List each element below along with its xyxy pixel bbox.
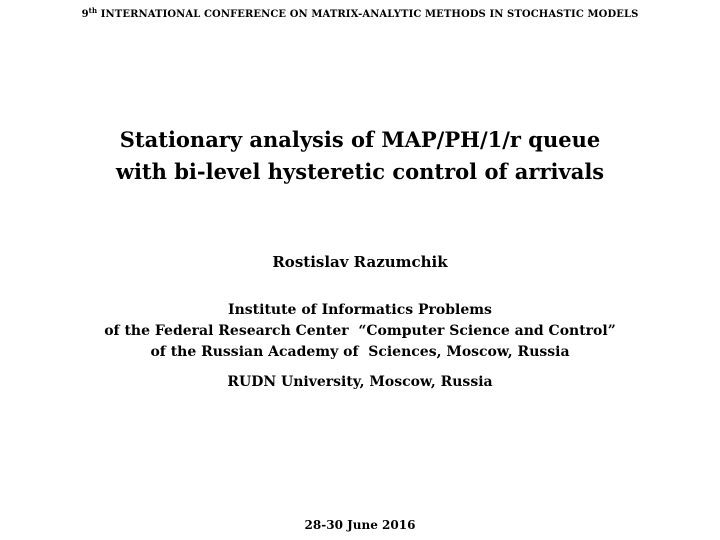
ordinal-suffix: th	[88, 6, 98, 15]
title-line-2: with bi-level hysteretic control of arrivals	[115, 159, 605, 184]
slide-title	[0, 124, 720, 188]
conference-ordinal: 9th	[81, 6, 98, 20]
conference-header	[0, 6, 720, 20]
affiliation-line-3: of the Russian Academy of Sciences, Moscow, Russia	[150, 344, 570, 360]
conference-name: INTERNATIONAL CONFERENCE ON MATRIX-ANALYTIC METHODS IN STOCHASTIC MODELS	[100, 9, 639, 20]
affiliation-line-2: of the Federal Research Center “Computer Science and Control”	[104, 323, 616, 339]
affiliation-block	[0, 300, 720, 363]
conference-date: 28-30 June 2016	[304, 518, 416, 532]
author-name: Rostislav Razumchik	[272, 253, 448, 271]
affiliation-line-1: Institute of Informatics Problems	[228, 302, 492, 318]
title-line-1: Stationary analysis of MAP/PH/1/r queue	[119, 127, 601, 152]
affiliation-secondary: RUDN University, Moscow, Russia	[227, 374, 493, 390]
